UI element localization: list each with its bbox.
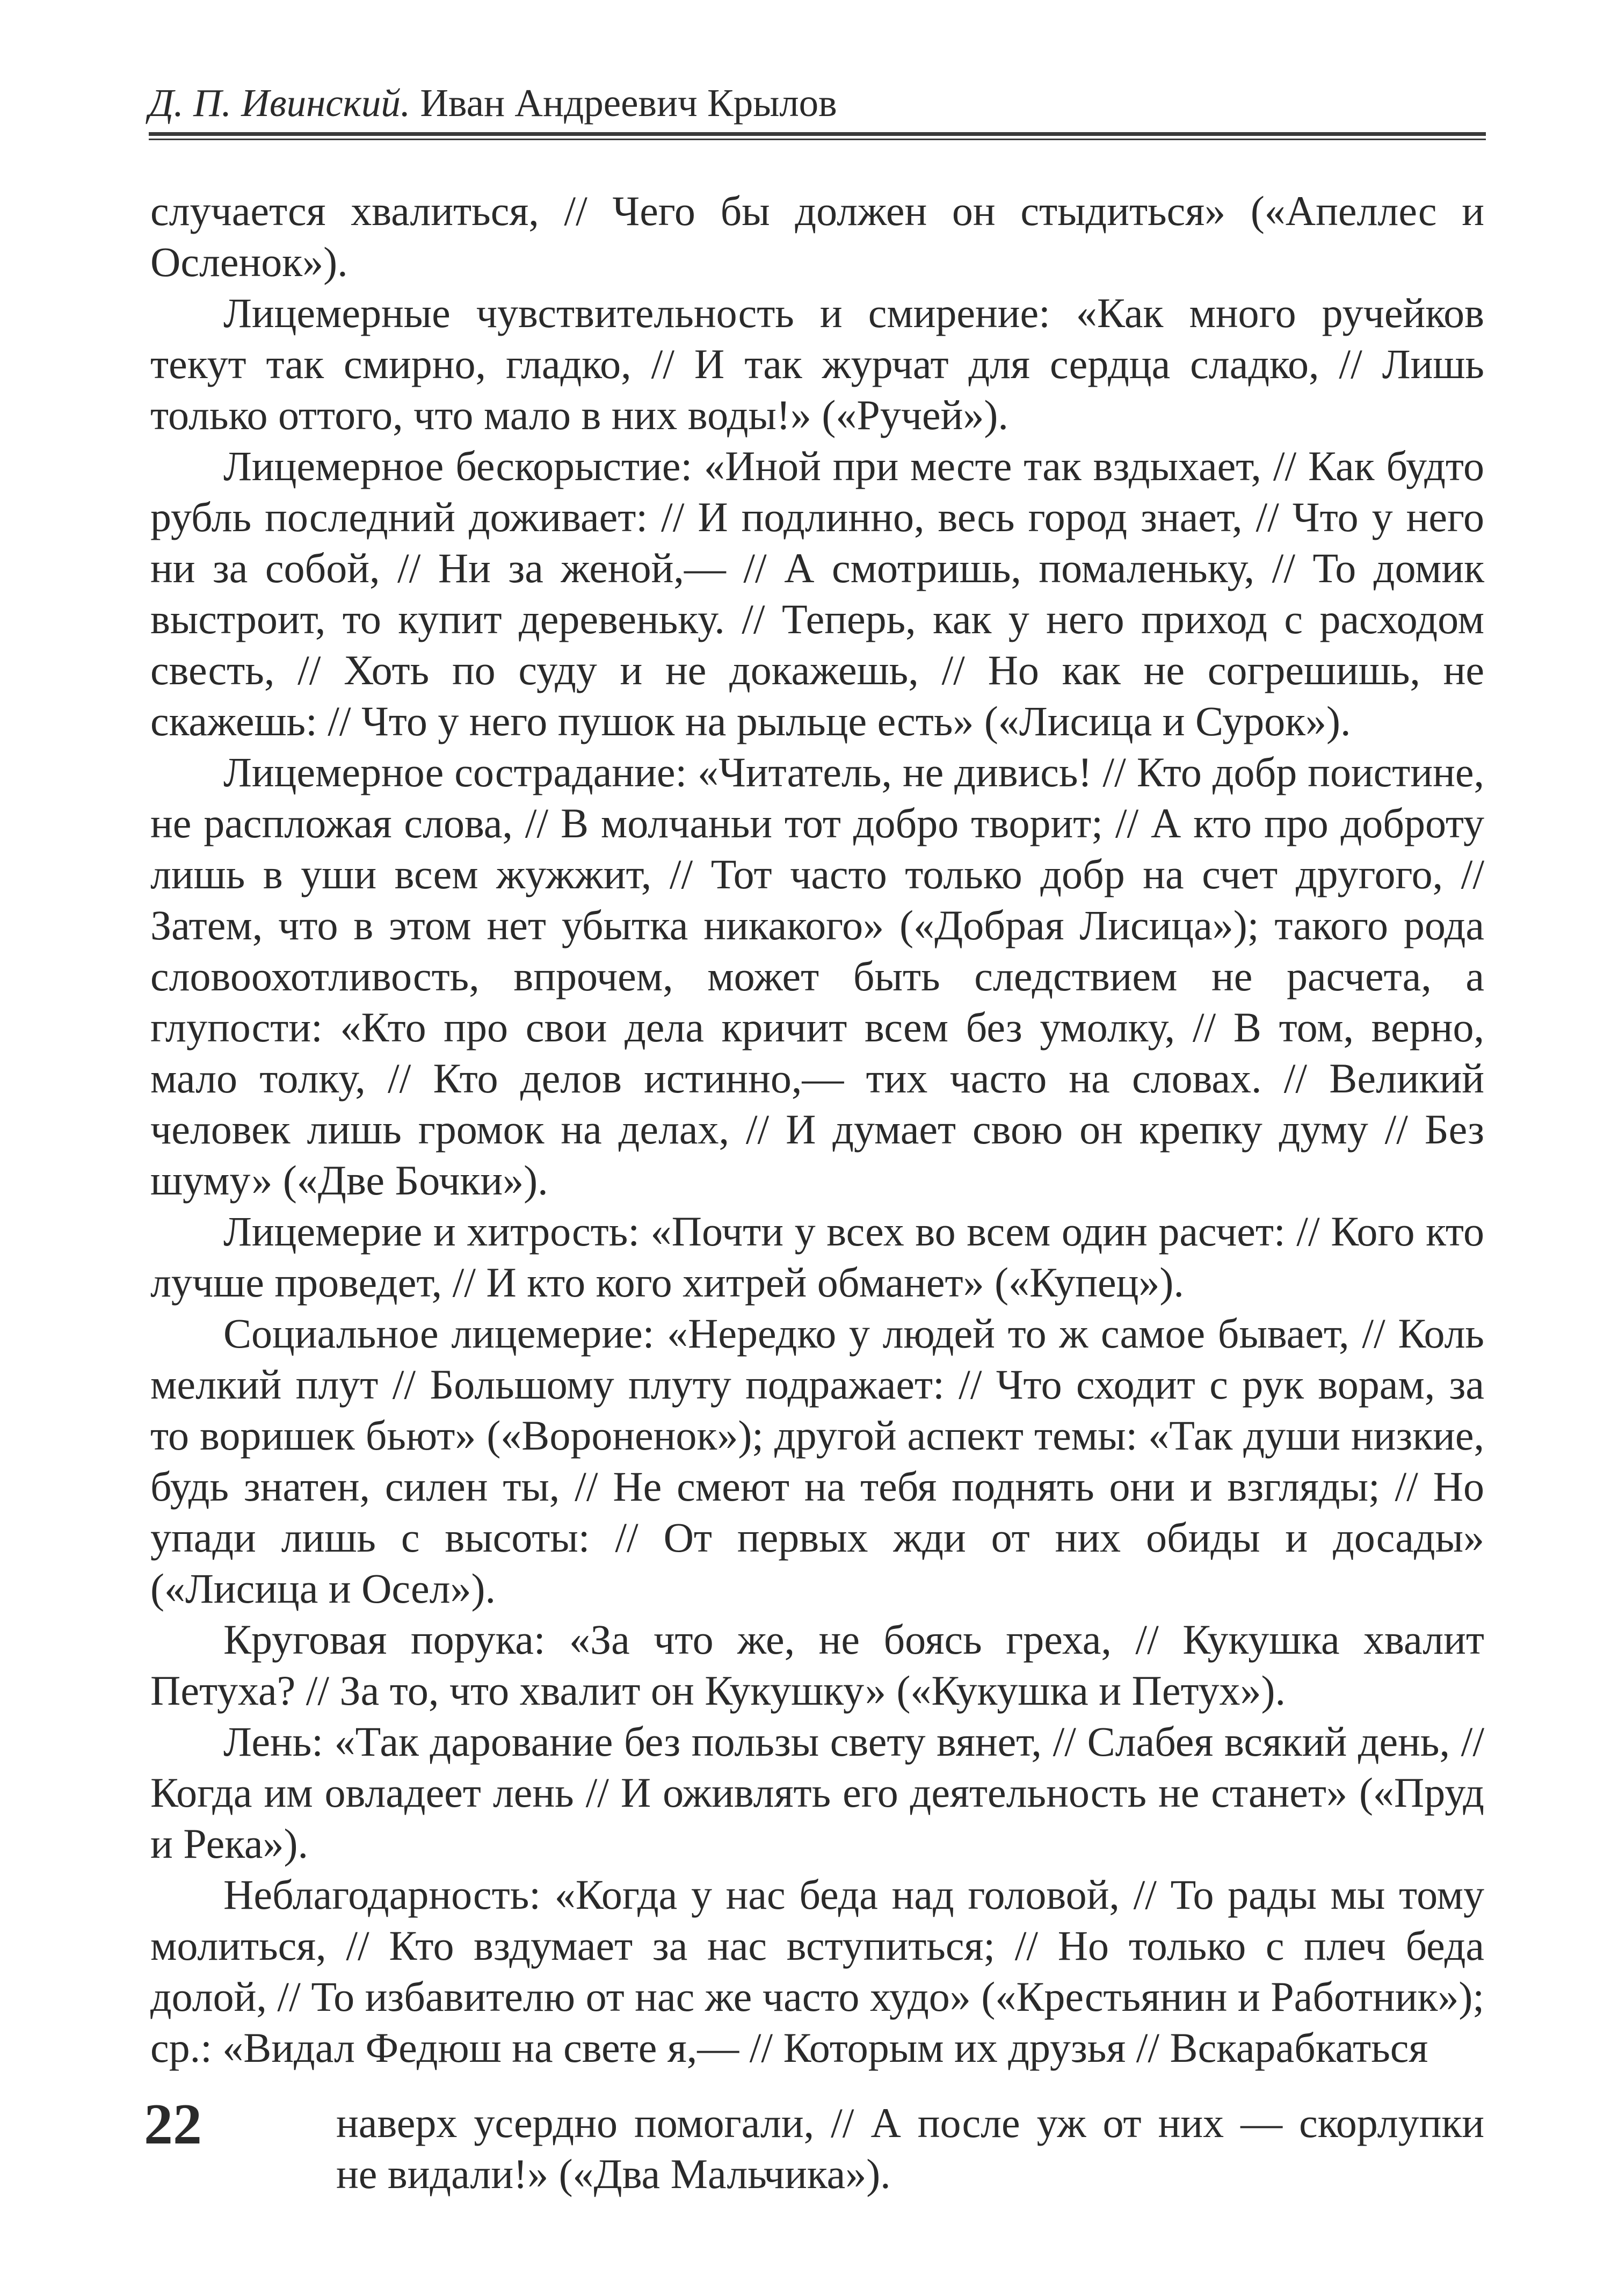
- body-text: [150, 185, 1484, 2073]
- paragraph: Неблагодарность: «Когда у нас беда над головой, // То рады мы тому молиться, // Кто вздумает за нас вступиться; // Но только с плеч беда долой, // То избавителю от нас же часто худо» («Крестьянин и Работник»); ср.: «Видал Федюш на свете я,— // Которым их друзья // Вскарабкаться: [150, 1871, 1484, 2071]
- paragraph: Лицемерие и хитрость: «Почти у всех во всем один расчет: // Кого кто лучше проведет, // И кто кого хитрей обманет» («Купец»).: [150, 1208, 1484, 1306]
- paragraph: Социальное лицемерие: «Нередко у людей то ж самое бывает, // Коль мелкий плут // Большому плуту подражает: // Что сходит с рук ворам, за то воришек бьют» («Вороненок»); другой аспект темы: «Так души низкие, будь знатен, силен ты, // Не смеют на тебя поднять они и взгляды; // Но упади лишь с высоты: // От первых жди от них обиды и досады» («Лисица и Осел»).: [150, 1310, 1484, 1612]
- paragraph: Лицемерные чувствительность и смирение: «Как много ручейков текут так смирно, гладко, // И так журчат для сердца сладко, // Лишь только оттого, что мало в них воды!» («Ручей»).: [150, 289, 1484, 438]
- page-number: 22: [144, 2092, 202, 2156]
- running-header: [149, 81, 837, 125]
- paragraph: Лицемерное сострадание: «Читатель, не дивись! // Кто добр поистине, не распложая слова, // В молчаньи тот добро творит; // А кто про доброту лишь в уши всем жужжит, // Тот часто только добр на счет другого, // Затем, что в этом нет убытка никакого» («Добрая Лисица»); такого рода словоохотливость, впрочем, может быть следствием не расчета, а глупости: «Кто про свои дела кричит всем без умолку, // В том, верно, мало толку, // Кто делов истинно,— тих часто на словах. // Великий человек лишь громок на делах, // И думает свою он крепку думу // Без шуму» («Две Бочки»).: [150, 749, 1484, 1204]
- header-author: Д. П. Ивинский.: [149, 81, 411, 125]
- paragraph-continuation: [336, 2097, 1484, 2199]
- header-rule-thin: [149, 139, 1486, 140]
- paragraph: Лицемерное бескорыстие: «Иной при месте так вздыхает, // Как будто рубль последний доживает: // И подлинно, весь город знает, // Что у него ни за собой, // Ни за женой,— // А смотришь, помаленьку, // То домик выстроит, то купит деревеньку. // Теперь, как у него приход с расходом свесть, // Хоть по суду и не докажешь, // Но как не согрешишь, не скажешь: // Что у него пушок на рыльце есть» («Лисица и Сурок»).: [150, 443, 1484, 744]
- continuation-line: наверх усердно помогали, // А после уж от них — скорлупки: [336, 2099, 1484, 2146]
- continuation-line: не видали!» («Два Мальчика»).: [336, 2150, 891, 2197]
- paragraph: Круговая порука: «За что же, не боясь греха, // Кукушка хвалит Петуха? // За то, что хвалит он Кукушку» («Кукушка и Петух»).: [150, 1616, 1484, 1714]
- paragraph: Лень: «Так дарование без пользы свету вянет, // Слабея всякий день, // Когда им овладеет лень // И оживлять его деятельность не станет» («Пруд и Река»).: [150, 1718, 1484, 1867]
- paragraph: случается хвалиться, // Чего бы должен он стыдиться» («Апеллес и Осленок»).: [150, 187, 1484, 285]
- header-title: Иван Андреевич Крылов: [420, 81, 837, 125]
- header-rule: [149, 132, 1486, 136]
